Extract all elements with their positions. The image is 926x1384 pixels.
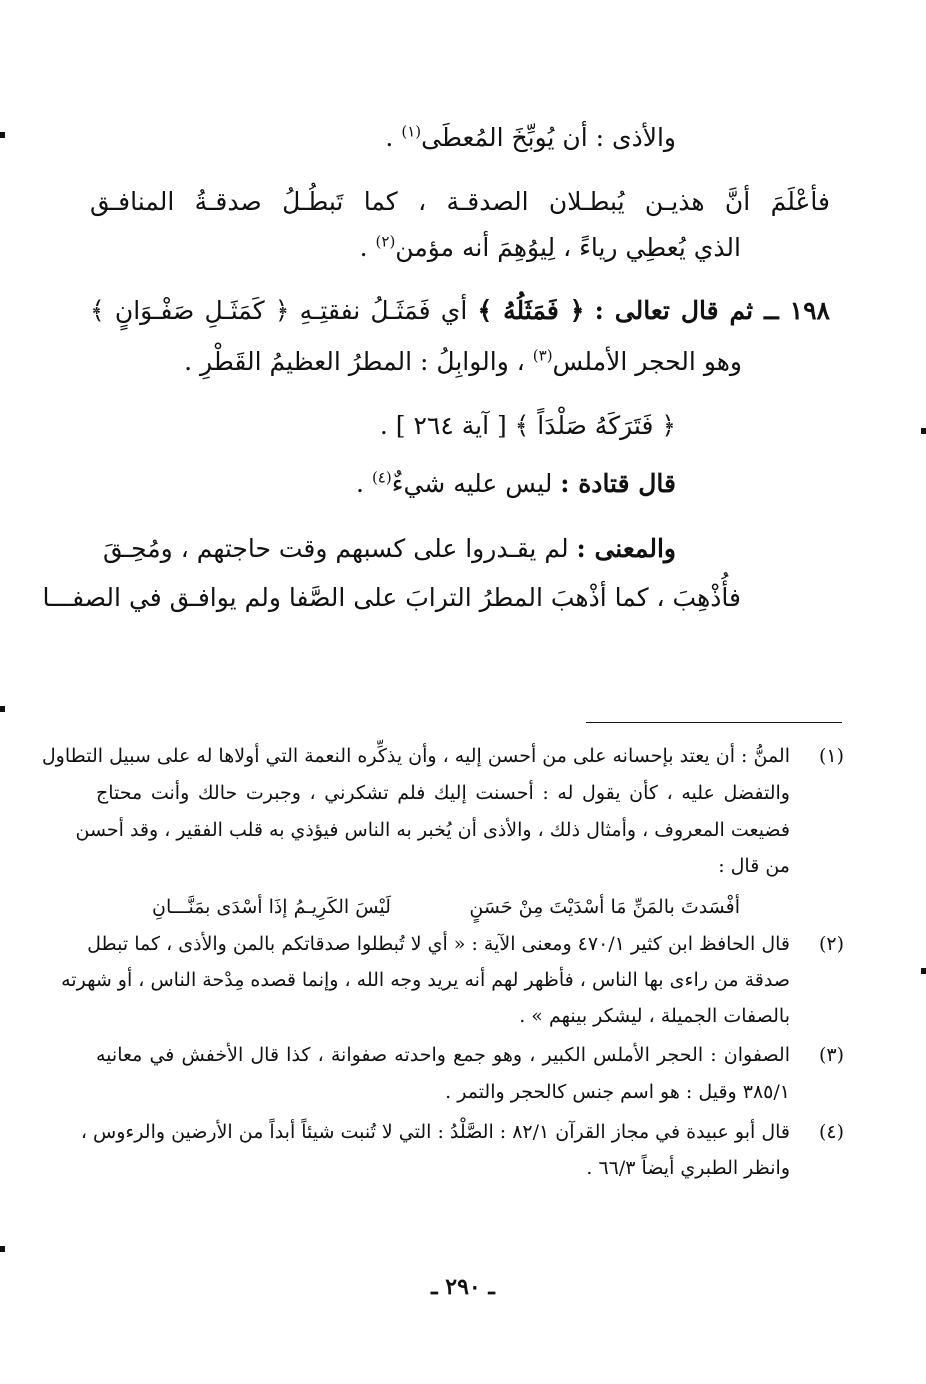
body-text: الذي يُعطِي رياءً ، لِيوُهِمَ أنه مؤمن: [395, 233, 741, 262]
body-text: لم يقـدروا على كسبهم وقت حاجتهم ، ومُحِـقَ: [102, 534, 577, 563]
body-text: .: [359, 233, 376, 262]
margin-mark: [921, 428, 926, 434]
term-label: والمعنى :: [576, 534, 676, 563]
page-number: ـ ٢٩٠ ـ: [431, 1274, 495, 1300]
section-number: ١٩٨ ــ ثم قال تعالى :: [594, 296, 830, 325]
body-line-4: [90, 293, 830, 329]
footnote-ref[interactable]: (٢): [375, 232, 396, 251]
poem-hemistich-right: أفْسَدتَ بالمَنِّ مَا أسْدَيْتَ مِنْ حَسَنٍ: [469, 896, 740, 918]
margin-mark: [921, 968, 926, 974]
body-text: وهو الحجر الأملس: [552, 347, 742, 376]
body-line-1: [385, 120, 676, 156]
body-line-2: فأعْلَمَ أنَّ هذيـن يُبطـلان الصدقـة ، كما تَبطُـلُ صدقـةُ المنافـق: [90, 187, 830, 216]
footnote-1-line: والتفضل عليه ، كأن يقول له : أحسنت إليك فلم تشكرني ، وجبرت حالك وأنت محتاج: [96, 782, 790, 804]
speaker-label: قال قتادة :: [560, 469, 676, 498]
footnote-ref[interactable]: (٣): [532, 346, 553, 365]
footnote-2-line: بالصفات الجميلة ، ليشكر بينهم » .: [519, 1005, 790, 1027]
body-text: ليس عليه شيءٌ: [391, 469, 561, 498]
footnote-1-line: المنُّ : أن يعتد بإحسانه على من أحسن إليه ، وأن يذكِّره النعمة التي أولاها له على سبيل التطاول: [41, 745, 790, 767]
body-line-3: [360, 230, 741, 266]
footnote-number: (١): [818, 745, 844, 767]
body-line-8: [102, 531, 676, 567]
footnote-2-line: صدقة من راءى بها الناس ، فأظهر لهم أنه يريد وجه الله ، وإنما قصده مِدْحة الناس ، أو شهرته: [61, 969, 790, 991]
footnote-1-line: من قال :: [718, 855, 790, 877]
margin-mark: [0, 1246, 5, 1252]
footnote-4-line: وانظر الطبري أيضاً ٦٦/٣ .: [586, 1157, 790, 1179]
footnote-number: (٣): [818, 1044, 844, 1066]
footnote-3-line: الصفوان : الحجر الأملس الكبير ، وهو جمع واحدته صفوانة ، كذا قال الأخفش في معانيه: [96, 1044, 790, 1066]
body-text: .: [385, 123, 402, 152]
footnote-1-line: فضيعت المعروف ، وأمثال ذلك ، والأذى أن يُخبر به الناس فيؤذي به قلب الفقير ، وقد أحسن: [75, 819, 790, 841]
footnote-rule: [586, 722, 842, 723]
footnote-2-line: قال الحافظ ابن كثير ٤٧٠/١ ومعنى الآية : « أي لا تُبطلوا صدقاتكم بالمن والأذى ، كما تبطل: [87, 933, 790, 955]
body-line-7: [356, 466, 676, 502]
body-text: أي فَمَثَـلُ نفقتِـهِ ﴿ كَمَثَـلِ صَفْـوَانٍ ﴾: [90, 296, 468, 325]
footnote-number: (٢): [818, 933, 844, 955]
body-line-6: ﴿ فَتَرَكَهُ صَلْدَاً ﴾ [ آية ٢٦٤ ] .: [379, 411, 676, 440]
quran-quote: ﴿ فَمَثَلُهُ ﴾: [477, 296, 585, 325]
body-line-9: فأُذْهِبَ ، كما أذْهبَ المطرُ الترابَ على الصَّفا ولم يوافـق في الصفـــا: [42, 583, 741, 612]
footnote-3-line: ٣٨٥/١ وقيل : هو اسم جنس كالحجر والتمر .: [445, 1081, 790, 1103]
body-text: .: [356, 469, 372, 498]
footnote-ref[interactable]: (١): [401, 122, 422, 141]
margin-mark: [0, 706, 5, 712]
body-text: والأذى : أن يُوبِّخَ المُعطَى: [421, 123, 676, 152]
footnote-number: (٤): [818, 1121, 844, 1143]
poem-hemistich-left: لَيْسَ الكَرِيـمُ إذَا أسْدَى بمَنَّـــانِ: [152, 896, 391, 918]
footnote-ref[interactable]: (٤): [371, 468, 392, 487]
margin-mark: [0, 132, 5, 138]
footnote-4-line: قال أبو عبيدة في مجاز القرآن ٨٢/١ : الصَّلْدُ : التي لا تُنبت شيئاً أبداً من الأرضين والرءوس ،: [80, 1121, 790, 1143]
body-text: ، والوابِلُ : المطرُ العظيمُ القَطْرِ .: [184, 347, 533, 376]
body-line-5: [184, 344, 742, 380]
